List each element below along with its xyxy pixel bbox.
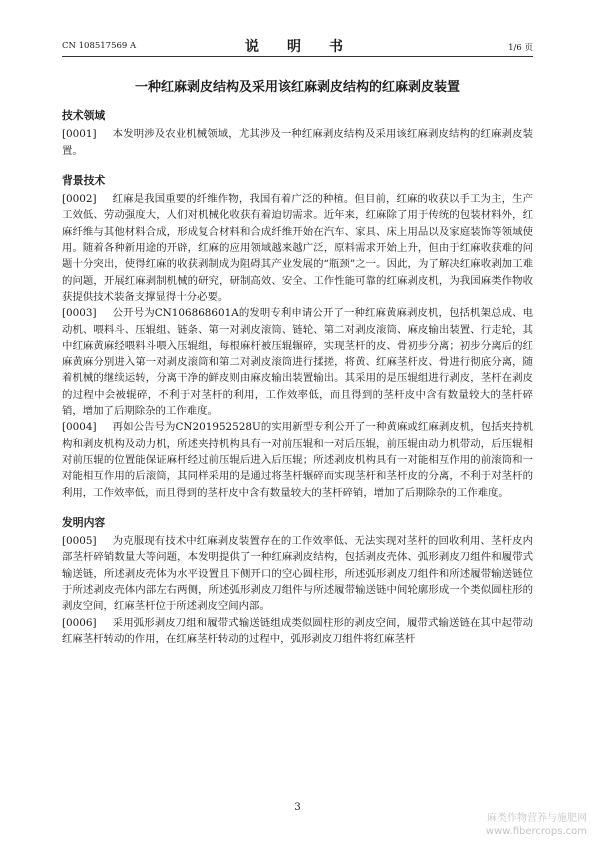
paragraph-text: 采用弧形剥皮刀组和履带式输送链组成类似圆柱形的剥皮空间，履带式输送链在其中起带动红麻茎杆转动的作用，在红麻茎杆转动的过程中，弧形剥皮刀组件将红麻茎杆 <box>62 616 533 645</box>
paragraph-number: [0006] <box>62 616 97 629</box>
paragraph-0003 <box>62 305 533 419</box>
paragraph-0001 <box>62 126 533 159</box>
paragraph-0006 <box>62 615 533 648</box>
section-heading-summary: 发明内容 <box>62 515 106 529</box>
paragraph-number: [0005] <box>62 535 97 548</box>
document-body <box>62 108 533 647</box>
paragraph-text: 公开号为CN106868601A的发明专利申请公开了一种红麻黄麻剥皮机，包括机架总成、电动机、喂料斗、压辊组、链条、第一对剥皮滚筒、链轮、第二对剥皮滚筒、麻皮输出装置、行走轮，其中红麻黄麻经喂料斗喂入压辊组，每根麻杆被压辊辗碎，实现茎杆的皮、骨初步分离；初步分离后的红麻黄麻分别进入第一对剥皮滚筒和第二对剥皮滚筒进行揉搓，将黄、红麻茎杆皮、骨进行彻底分离，随着机械的继续运转，分离干净的鲜皮则由麻皮输出装置输出。其采用的是压辊组进行剥皮，茎杆在剥皮的过程中会被辊碎，不利于对茎杆的利用，工作效率低，而且得到的茎杆皮中含有数量较大的茎杆碎销，增加了后期除杂的工作难度。 <box>62 307 533 418</box>
paragraph-text: 红麻是我国重要的纤维作物，我国有着广泛的种植。但目前，红麻的收获以手工为主，生产工效低、劳动强度大，人们对机械化收获有着迫切需求。近年来，红麻除了用于传统的包装材料外，红麻纤维与其他材料合成，形成复合材料和合成纤维开始在汽车、家具、床上用品以及家庭装饰等领域使用。随着各种新用途的开辟，红麻的应用领域越来越广泛，原料需求开始上升，但由于红麻收获难的问题十分突出，使得红麻的收获剥制成为阻碍其产业发展的“瓶颈”之一。因此，为了解决红麻收剥加工难的问题，开展红麻剥制机械的研究，研制高效、安全、工作性能可靠的红麻剥皮机，为我国麻类作物收获提供技术装备支撑显得十分必要。 <box>62 193 533 303</box>
watermark-site-name: 麻类作物营养与施肥网 <box>487 813 587 824</box>
paragraph-number: [0003] <box>62 307 97 320</box>
paragraph-0004 <box>62 419 533 500</box>
paragraph-text: 再如公告号为CN201952528U的实用新型专利公开了一种黄麻或红麻剥皮机，包括夹持机构和剥皮机构及动力机，所述夹持机构具有一对前压辊和一对后压辊，前压辊由动力机带动，后压辊相对前压辊的位置能保证麻杆经过前压辊后进入后压辊；所述剥皮机构具有一对能相互作用的前滚筒和一对能相互作用的后滚筒，其同样采用的是通过将茎杆辗碎而实现茎杆和茎杆皮的分离，不利于对茎杆的利用，工作效率低，而且得到的茎杆皮中含有数量较大的茎杆碎销，增加了后期除杂的工作难度。 <box>62 421 533 499</box>
section-heading-background: 背景技术 <box>62 173 106 187</box>
watermark <box>486 812 587 838</box>
page-of: 1/6 页 <box>508 43 533 53</box>
paragraph-number: [0004] <box>62 421 97 434</box>
patent-number: CN 108517569 A <box>62 41 137 51</box>
paragraph-number: [0001] <box>62 128 97 141</box>
watermark-url: www.fibercrops.com <box>485 826 587 837</box>
paragraph-0005 <box>62 533 533 614</box>
paragraph-number: [0002] <box>62 193 97 206</box>
paragraph-text: 为克服现有技术中红麻剥皮装置存在的工作效率低、无法实现对茎杆的回收利用、茎杆皮内部茎杆碎销数量大等问题，本发明提供了一种红麻剥皮结构，包括剥皮壳体、弧形剥皮刀组件和履带式输送链，所述剥皮壳体为水平设置且下侧开口的空心圆柱形，所述弧形剥皮刀组件和所述履带输送链位于所述剥皮壳体内部左右两侧，所述弧形剥皮刀组件与所述履带输送链中间轮廓形成一个类似圆柱形的剥皮空间，红麻茎杆位于所述剥皮空间内部。 <box>62 535 533 613</box>
page-number: 3 <box>294 802 301 813</box>
document-title: 一种红麻剥皮结构及采用该红麻剥皮结构的红麻剥皮装置 <box>134 80 460 95</box>
section-heading-technical-field: 技术领域 <box>62 109 106 122</box>
paragraph-0002 <box>62 191 533 305</box>
document-type: 说 明 书 <box>245 39 350 55</box>
paragraph-text: 本发明涉及农业机械领域，尤其涉及一种红麻剥皮结构及采用该红麻剥皮结构的红麻剥皮装置。 <box>62 128 533 157</box>
page-header <box>62 36 533 57</box>
